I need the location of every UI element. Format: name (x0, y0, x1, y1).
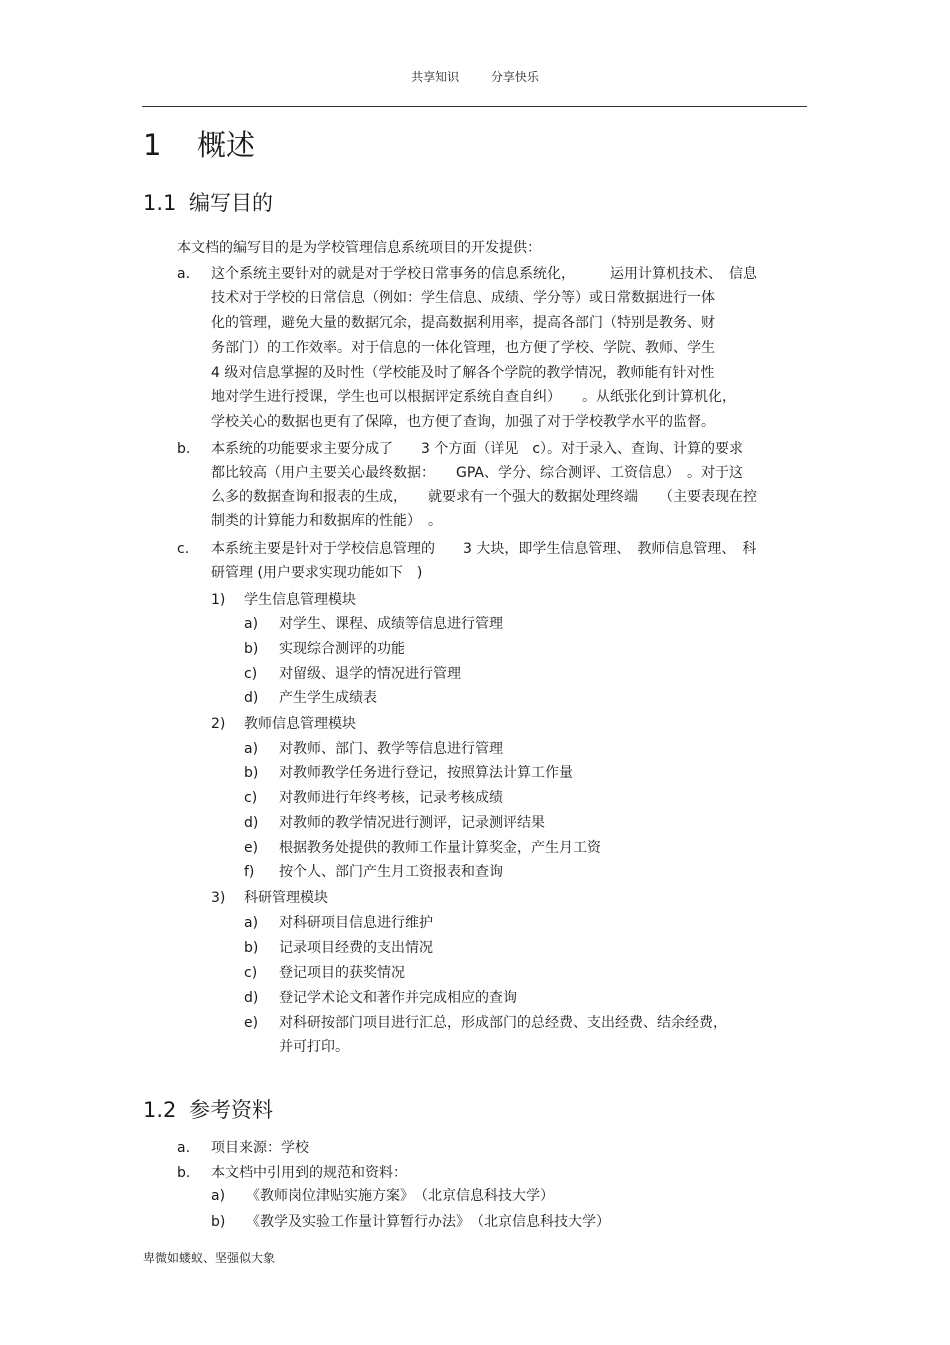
module-1-title: 学生信息管理模块 (244, 592, 356, 608)
header-rule (142, 106, 807, 107)
module-2-marker: 2) (211, 716, 226, 732)
item-a-line-3: 化的管理，避免大量的数据冗余，提高数据利用率，提高各部门（特别是教务、财 (211, 315, 715, 331)
section-1-heading (143, 125, 255, 165)
item-c-marker: c. (177, 541, 190, 557)
section-1-1-number: 1.1 (143, 191, 177, 215)
module-1-item-c-marker: c) (244, 666, 258, 682)
item-c-line-1: 本系统主要是针对于学校信息管理的 3 大块，即学生信息管理、 教师信息管理、 科 (211, 541, 757, 557)
reference-2-text: 《教学及实验工作量计算暂行办法》 （北京信息科技大学） (246, 1214, 610, 1230)
section-1-number: 1 (143, 128, 162, 162)
reference-1-marker: a) (211, 1188, 226, 1204)
reference-2-marker: b) (211, 1214, 226, 1230)
item-a-marker: a. (177, 266, 191, 282)
module-1-item-d-text: 产生学生成绩表 (279, 690, 377, 706)
module-2-item-a-text: 对教师、部门、教学等信息进行管理 (279, 741, 503, 757)
ref-item-a-text: 项目来源：学校 (211, 1140, 309, 1156)
module-1-item-d-marker: d) (244, 690, 259, 706)
module-3-marker: 3) (211, 890, 226, 906)
ref-item-b-text: 本文档中引用到的规范和资料： (211, 1165, 407, 1181)
item-b-line-2: 都比较高（用户主要关心最终数据： GPA、学分、综合测评、工资信息） 。对于这 (211, 465, 743, 481)
reference-1-text: 《教师岗位津贴实施方案》 （北京信息科技大学） (246, 1188, 554, 1204)
item-a-line-5: 4 级对信息掌握的及时性（学校能及时了解各个学院的教学情况，教师能有针对性 (211, 365, 715, 381)
section-1-1-intro: 本文档的编写目的是为学校管理信息系统项目的开发提供： (177, 240, 541, 256)
item-b-marker: b. (177, 441, 191, 457)
item-a-line-4: 务部门）的工作效率。对于信息的一体化管理，也方便了学校、学院、教师、学生 (211, 340, 715, 356)
item-a-line-2: 技术对于学校的日常信息（例如：学生信息、成绩、学分等）或日常数据进行一体 (211, 290, 715, 306)
item-a-line-1: 这个系统主要针对的就是对于学校日常事务的信息系统化， 运用计算机技术、 信息 (211, 266, 757, 282)
module-1-item-b-text: 实现综合测评的功能 (279, 641, 405, 657)
module-3-item-e-text: 对科研按部门项目进行汇总，形成部门的总经费、支出经费、结余经费， (279, 1015, 727, 1031)
module-2-item-c-text: 对教师进行年终考核，记录考核成绩 (279, 790, 503, 806)
module-2-item-c-marker: c) (244, 790, 258, 806)
module-1-marker: 1) (211, 592, 226, 608)
module-3-item-c-marker: c) (244, 965, 258, 981)
page-header (0, 68, 950, 85)
module-2-item-a-marker: a) (244, 741, 259, 757)
module-1-item-a-text: 对学生、课程、成绩等信息进行管理 (279, 616, 503, 632)
module-3-item-b-marker: b) (244, 940, 259, 956)
module-3-item-c-text: 登记项目的获奖情况 (279, 965, 405, 981)
module-1-item-b-marker: b) (244, 641, 259, 657)
header-left-text: 共享知识 (411, 70, 460, 84)
ref-item-b-marker: b. (177, 1165, 191, 1181)
module-3-item-a-text: 对科研项目信息进行维护 (279, 915, 433, 931)
module-3-item-e-text-continued: 并可打印。 (279, 1039, 349, 1055)
module-1-item-a-marker: a) (244, 616, 259, 632)
item-c-line-2: 研管理 (用户要求实现功能如下 ) (211, 565, 423, 581)
ref-item-a-marker: a. (177, 1140, 191, 1156)
item-b-line-3: 么多的数据查询和报表的生成， 就要求有一个强大的数据处理终端 （主要表现在控 (211, 489, 757, 505)
header-right-text: 分享快乐 (490, 70, 539, 84)
item-a-line-7: 学校关心的数据也更有了保障，也方便了查询，加强了对于学校教学水平的监督。 (211, 414, 715, 430)
module-2-item-e-text: 根据教务处提供的教师工作量计算奖金，产生月工资 (279, 840, 601, 856)
module-2-item-b-text: 对教师教学任务进行登记，按照算法计算工作量 (279, 765, 573, 781)
module-3-item-d-marker: d) (244, 990, 259, 1006)
page-footer: 卑微如蝼蚁、坚强似大象 (143, 1251, 276, 1265)
item-b-line-1: 本系统的功能要求主要分成了 3 个方面（详见 c）。对于录入、查询、计算的要求 (211, 441, 744, 457)
section-1-title: 概述 (197, 128, 256, 162)
module-2-item-b-marker: b) (244, 765, 259, 781)
module-3-title: 科研管理模块 (244, 890, 328, 906)
module-2-item-f-marker: f) (244, 864, 255, 880)
module-3-item-d-text: 登记学术论文和著作并完成相应的查询 (279, 990, 517, 1006)
module-2-item-d-marker: d) (244, 815, 259, 831)
module-3-item-b-text: 记录项目经费的支出情况 (279, 940, 433, 956)
item-a-line-6: 地对学生进行授课，学生也可以根据评定系统自查自纠） 。从纸张化到计算机化， (211, 389, 736, 405)
module-1-item-c-text: 对留级、退学的情况进行管理 (279, 666, 461, 682)
module-2-title: 教师信息管理模块 (244, 716, 356, 732)
module-2-item-d-text: 对教师的教学情况进行测评，记录测评结果 (279, 815, 545, 831)
section-1-2-number: 1.2 (143, 1098, 177, 1122)
item-b-line-4: 制类的计算能力和数据库的性能） 。 (211, 513, 442, 529)
module-2-item-f-text: 按个人、部门产生月工资报表和查询 (279, 864, 503, 880)
module-3-item-a-marker: a) (244, 915, 259, 931)
section-1-2-heading (143, 1095, 273, 1125)
module-2-item-e-marker: e) (244, 840, 259, 856)
section-1-2-title: 参考资料 (189, 1098, 273, 1122)
section-1-1-heading (143, 188, 273, 218)
module-3-item-e-marker: e) (244, 1015, 259, 1031)
section-1-1-title: 编写目的 (189, 191, 273, 215)
